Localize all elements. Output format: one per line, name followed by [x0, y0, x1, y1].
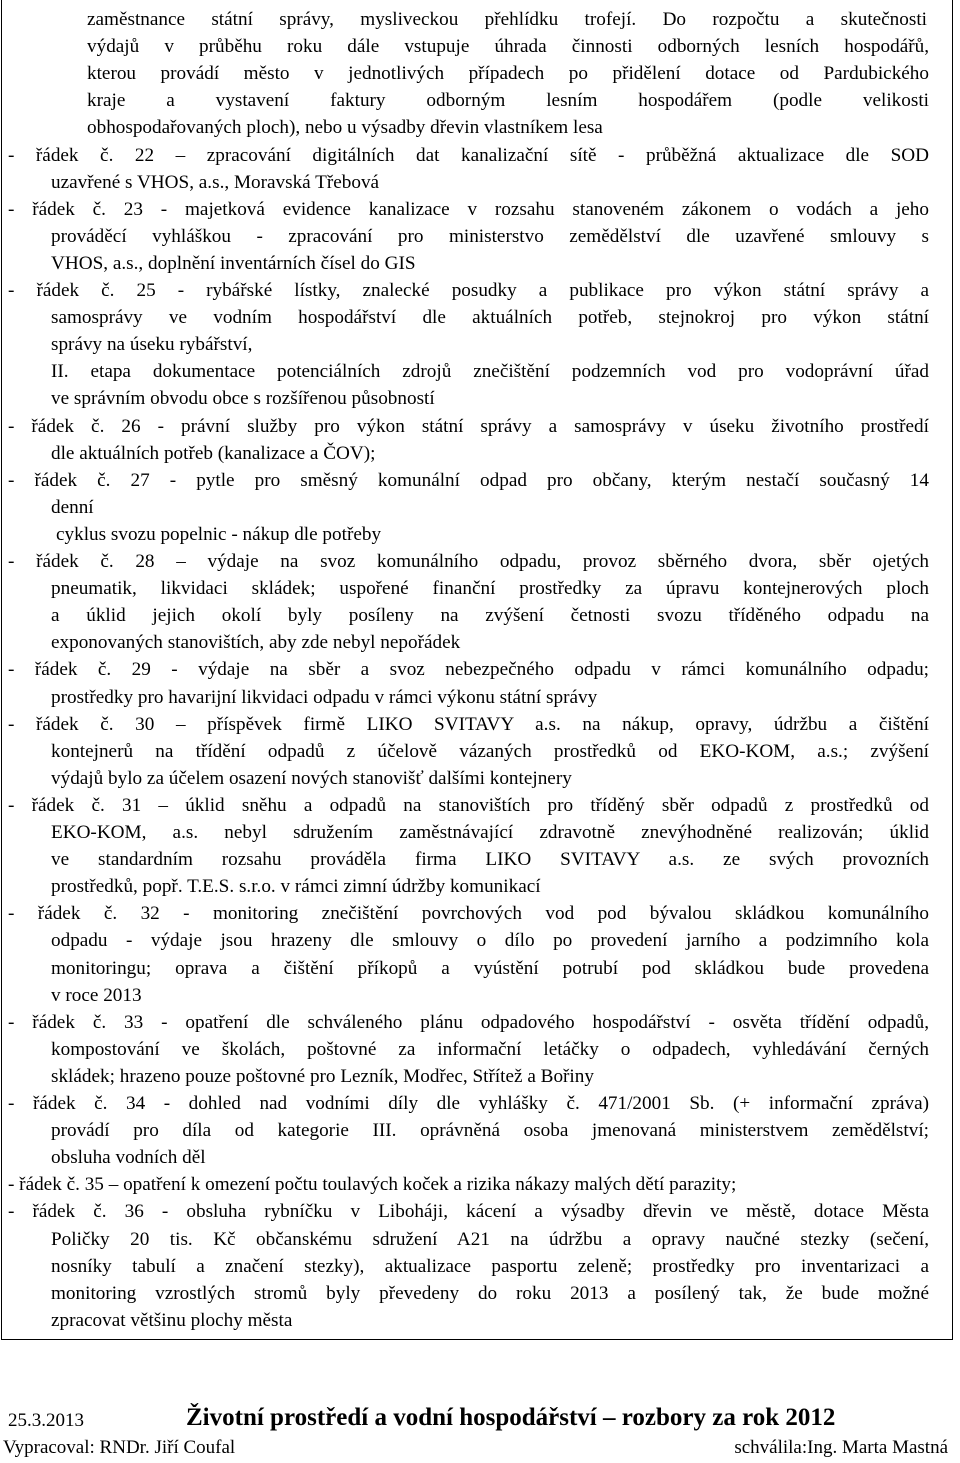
text-line: dle aktuálních potřeb (kanalizace a ČOV);: [51, 442, 376, 464]
text-line: II. etapa dokumentace potenciálních zdrojů znečištění podzemních vod pro vodoprávní úřad: [51, 361, 929, 383]
text-line: - řádek č. 32 - monitoring znečištění povrchových vod pod bývalou skládkou komunálního: [8, 903, 929, 925]
text-line: - řádek č. 29 - výdaje na sběr a svoz nebezpečného odpadu v rámci komunálního odpadu;: [8, 659, 929, 681]
text-line: zpracovat většinu plochy města: [51, 1309, 293, 1331]
text-line: - řádek č. 27 - pytle pro směsný komunální odpad pro občany, kterým nestačí současný 14: [8, 469, 929, 491]
text-line: - řádek č. 28 – výdaje na svoz komunálního odpadu, provoz sběrného dvora, sběr ojetých: [8, 551, 929, 572]
text-line: monitoringu; oprava a čištění příkopů a vyústění potrubí pod skládkou bude provedena: [51, 957, 929, 979]
text-line: výdajů v průběhu roku dále vstupuje úhrada činnosti odborných lesních hospodářů,: [87, 36, 929, 58]
text-line: kterou provádí město v jednotlivých případech po přidělení dotace od Pardubického: [87, 63, 929, 85]
text-line: obsluha vodních děl: [51, 1147, 206, 1169]
text-line: Poličky 20 tis. Kč občanskému sdružení A21 na údržbu a opravy naučné stezky (sečení,: [51, 1228, 929, 1250]
text-line: ve standardním rozsahu prováděla firma LIKO SVITAVY a.s. ze svých provozních: [51, 849, 929, 871]
text-line: - řádek č. 33 - opatření dle schváleného plánu odpadového hospodářství - osvěta třídění odpadů,: [8, 1011, 929, 1033]
text-line: - řádek č. 22 – zpracování digitálních dat kanalizační sítě - průběžná aktualizace dle SOD: [8, 144, 929, 166]
text-line: prováděcí vyhláškou - zpracování pro ministerstvo zemědělství dle uzavřené smlouvy s: [51, 225, 929, 247]
text-line: cyklus svozu popelnic - nákup dle potřeby: [56, 523, 382, 545]
text-line: správy na úseku rybářství,: [51, 334, 253, 356]
text-line: monitoring vzrostlých stromů byly převedeny do roku 2013 a posílený tak, že bude možné: [51, 1282, 929, 1304]
text-line: a úklid jejich okolí byly posíleny na zvýšení četnosti svozu tříděného odpadu na: [51, 605, 929, 627]
text-line: prostředků, popř. T.E.S. s.r.o. v rámci zimní údržby komunikací: [51, 876, 541, 898]
footer-approval: schválila:Ing. Marta Mastná: [734, 1437, 948, 1458]
footer-title: Životní prostředí a vodní hospodářství – rozbory za rok 2012: [186, 1404, 836, 1431]
text-line: - řádek č. 36 - obsluha rybníčku v Liboháji, kácení a výsadby dřevin ve městě, dotace Města: [8, 1201, 929, 1223]
text-line: - řádek č. 23 - majetková evidence kanalizace v rozsahu stanoveném zákonem o vodách a jeho: [8, 198, 929, 220]
text-line: provádí pro díla od kategorie III. oprávněná osoba jmenovaná ministerstvem zemědělství;: [51, 1120, 929, 1142]
text-line: zaměstnance státní správy, mysliveckou přehlídku trofejí. Do rozpočtu a skutečnosti: [87, 9, 927, 30]
text-line: ve správním obvodu obce s rozšířenou působností: [51, 388, 435, 410]
text-line: exponovaných stanovištích, aby zde nebyl nepořádek: [51, 632, 461, 654]
text-line: - řádek č. 26 - právní služby pro výkon státní správy a samosprávy v úseku životního prostředí: [8, 415, 929, 437]
text-line: kontejnerů na třídění odpadů z účelově vázaných prostředků od EKO-KOM, a.s.; zvýšení: [51, 740, 929, 762]
text-line: denní: [51, 496, 94, 518]
text-line: EKO-KOM, a.s. nebyl sdružením zaměstnávající zdravotně znevýhodněné realizován; úklid: [51, 822, 929, 843]
text-line: - řádek č. 34 - dohled nad vodními díly dle vyhlášky č. 471/2001 Sb. (+ informační zpráva): [8, 1093, 929, 1114]
text-line: uzavřené s VHOS, a.s., Moravská Třebová: [51, 171, 380, 193]
text-line: - řádek č. 25 - rybářské lístky, znalecké posudky a publikace pro výkon státní správy a: [8, 280, 929, 301]
text-line: - řádek č. 31 – úklid sněhu a odpadů na stanovištích pro tříděný sběr odpadů z prostředků od: [8, 794, 929, 816]
footer-date: 25.3.2013: [8, 1410, 84, 1431]
footer-author: Vypracoval: RNDr. Jiří Coufal: [3, 1437, 236, 1458]
text-line: v roce 2013: [51, 984, 142, 1006]
text-line: - řádek č. 35 – opatření k omezení počtu toulavých koček a rizika nákazy malých dětí parazity;: [8, 1174, 737, 1196]
text-line: obhospodařovaných ploch), nebo u výsadby dřevin vlastníkem lesa: [87, 117, 603, 139]
text-line: VHOS, a.s., doplnění inventárních čísel do GIS: [51, 252, 416, 274]
text-line: kompostování ve školách, poštovné za informační letáčky o odpadech, vyhledávání černých: [51, 1038, 929, 1060]
text-line: kraje a vystavení faktury odborným lesním hospodářem (podle velikosti: [87, 90, 929, 112]
text-line: výdajů bylo za účelem osazení nových stanovišť dalšími kontejnery: [51, 767, 572, 789]
text-line: prostředky pro havarijní likvidaci odpadu v rámci výkonu státní správy: [51, 686, 598, 708]
text-line: odpadu - výdaje jsou hrazeny dle smlouvy o dílo po provedení jarního a podzimního kola: [51, 930, 929, 952]
text-line: - řádek č. 30 – příspěvek firmě LIKO SVITAVY a.s. na nákup, opravy, údržbu a čištění: [8, 713, 929, 735]
text-line: pneumatik, likvidaci skládek; uspořené finanční prostředky za úpravu kontejnerových ploch: [51, 578, 929, 600]
text-line: nosníky tabulí a značení stezky), aktualizace pasportu zeleně; prostředky pro inventarizaci a: [51, 1255, 929, 1277]
text-line: samosprávy ve vodním hospodářství dle aktuálních potřeb, stejnokroj pro výkon státní: [51, 307, 929, 329]
text-line: skládek; hrazeno pouze poštovné pro Lezník, Modřec, Střítež a Bořiny: [51, 1065, 594, 1087]
